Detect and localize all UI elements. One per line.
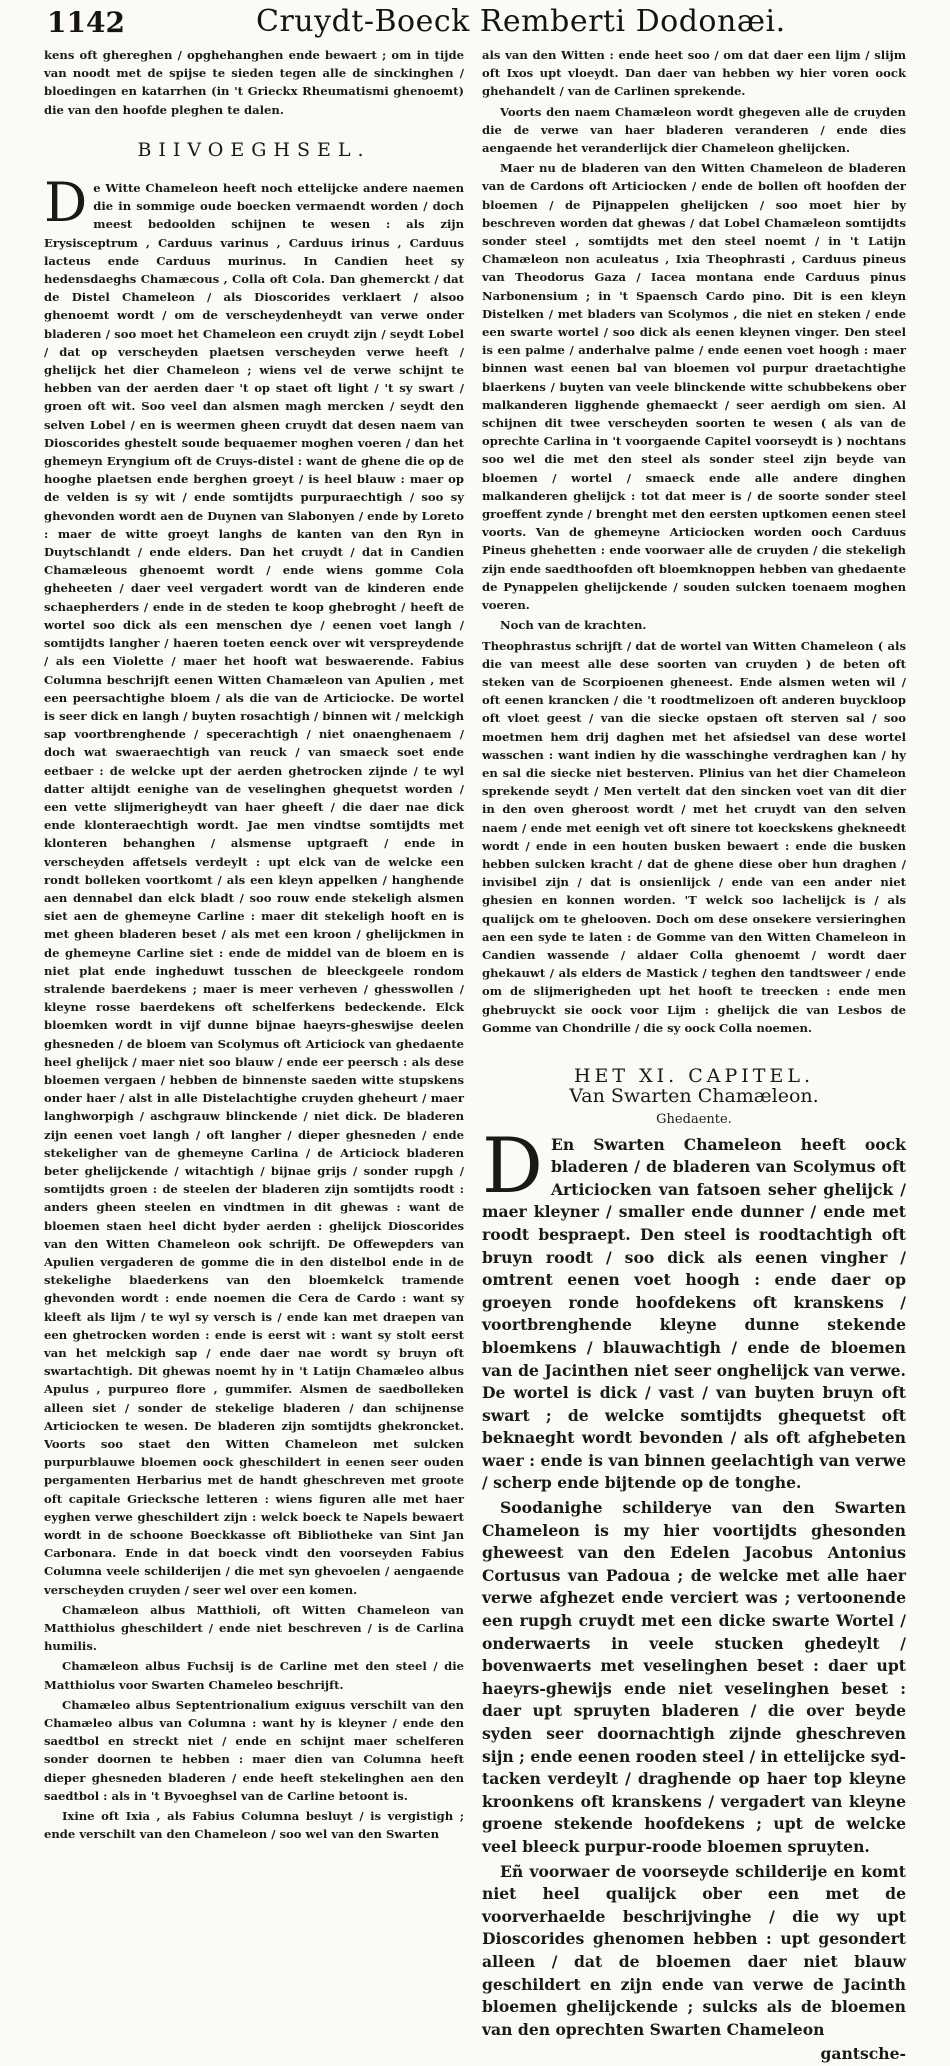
krachten-paragraph: Theophrastus schrijft / dat de wortel van Witten Chameleon ( als die van meest alle dese soorten van cruyden ) de beten oft steken van de Scorpioenen gheneest. Ende alsmen weten wil / oft eenen krancken / die 't roodtmelizoen oft anderen buyckloop oft vloet geest / van die siecke opstaen oft sterven sal / soo moetmen hem drij daghen met het afsiedsel van dese wortel wasschen : want indien hy die wasschinghe verdraghen kan / hy en sal die siecke niet besterven. Plinius van het dier Chameleon sprekende seydt / Men vertelt dat den sincken voet van dit dier in den oven gheroost wordt / met het cruydt van den selven naem / ende met eenigh vet oft sinere tot koeckskens ghekneedt wordt / ende in een houten busken bewaert : ende die busken hebben sulcken kracht / dat de ghene diese ober hun draghen / invisibel zijn / dat is onsienlijck / ende van een ander niet ghesien en konnen worden. 'T welck soo lachelijck is / als qualijck om te ghelooven. Doch om dese onsekere versieringhen aen een syde te laten : de Gomme van den Witten Chameleon in Candien wassende / aldaer Colla ghenoemt / wordt daer ghekauwt / als elders de Mastick / teghen den tandtsweer / ende om de slijmerigheden upt het hooft te treecken : ende men ghebruyckt sie oock voor Lijm : ghelijck die van Lesbos de Gomme van Chondrille / die sy oock Colla noemen. [482, 638, 906, 1035]
running-title: Cruydt-Boeck Remberti Dodonæi. [256, 4, 786, 39]
bivoeghsel-paragraph [44, 171, 464, 1599]
right-column [482, 46, 906, 2064]
paragraph: Voorts den naem Chamæleon wordt ghegeven alle de cruyden die de verwe van haer bladeren veranderen / ende dies aengaende het veranderlijck dier Chameleon ghelijcken. [482, 104, 906, 156]
bivoeghsel-body: e Witte Chameleon heeft noch ettelijcke andere naemen die in sommige oude boecken vermaendt worden / doch meest bedoolden schijnen te wesen : als zijn Erysisceptrum , Carduus varinus , Carduus irinus , Carduus lacteus ende Carduus murinus. In Candien heet sy hedensdaeghs Chamæcous , Colla oft Cola. Dan ghemerckt / dat de Distel Chameleon / als Dioscorides verklaert / alsoo ghenoemt wordt / om de verscheydenheydt van verwe onder bladeren / soo moet het Chameleon een cruydt zijn / seydt Lobel / dat op verscheyden plaetsen verscheyden verwe heeft / ghelijck het dier Chameleon ; wiens vel de verwe schijnt te hebben van der aerden daer 't op staet oft light / 't sy swart / groen oft wit. Soo veel dan alsmen magh mercken / seydt den selven Lobel / en is weermen gheen cruydt dat desen naem van Dioscorides ghestelt soude bequaemer moghen voeren / dan het ghemeyn Eryngium oft de Cruys-distel : want de ghene die op de hooghe plaetsen ende berghen groeyt / is heel blauw : maer op de velden is sy wit / ende somtijdts purpuraechtigh / soo sy ghevonden wordt aen de Duynen van Slabonyen / ende by Loreto : maer de witte groeyt langhs de kanten van den Ryn in Duytschlandt / ende elders. Dan het cruydt / dat in Candien Chamæleous ghenoemt wordt / ende wiens gomme Cola gheheeten / daer veel vergadert wordt van de kinderen ende schaepherders / ende in de steden te koop ghebroght / heeft de wortel soo dick als een menschen dye / eenen voet langh / somtijdts langher / haeren toeten eenck over wit verspreydende / als een Violette / maer het hooft wat beswaerende. Fabius Columna beschrijft eenen Witten Chamæleon van Apulien , met een peersachtighe bloem / als die van de Articiocke. De wortel is seer dick en langh / buyten rosachtigh / binnen wit / melckigh sap voortbrenghende / specerachtigh / niet onaenghenaem / doch wat swaeraechtigh van reuck / van smaeck soet ende eetbaer : de welcke upt der aerden ghetrocken zijnde / te wyl datter altijdt eenighe van de veselinghen ghequetst worden / een vette slijmerigheydt van haer gheeft / die daer nae dick ende klonteraechtigh wordt. Jae men vindtse somtijdts met klonteren behanghen / alsmense uptgraeft / ende in verscheyden affetsels verdeylt : upt elck van de welcke een rondt bolleken voortkomt / als een kleyn appelken / hanghende aen dennabel dan elck bladt / soo rouw ende stekeligh alsmen siet aen de ghemeyne Carline : maer dit stekeligh hooft en is met gheen bladeren beset / als met een kroon / ghelijckmen in de ghemeyne Carline siet : ende de middel van de bloem en is niet plat ende ingheduwt tusschen de bleeckgeele rondom stralende baerdekens ; maer is meer verheven / ghesswollen / kleyne rosse baerdekens oft schelferkens bedeckende. Elck bloemken wordt in vijf dunne bijnae haeyrs-gheswijse deelen ghesneden / de bloem van Scolymus oft Articiock van ghedaente heel ghelijck / maer niet soo blauw / ende eer peersch : als dese bloemen vergaen / hebben de binnenste saeden witte stupskens onder haer / alst in alle Distelachtighe cruyden gheheurt / maer langhworpigh / aschgrauw blinckende / niet dick. De bladeren zijn eenen voet langh / oft langher / dieper ghesneden / ende stekeligher van de ghemeyne Carlina / de Articiock bladeren beter ghelijckende / witachtigh / bijnae grijs / sonder rupgh / somtijdts groen : de steelen der bladeren zijn somtijdts roodt : anders gheen steelen en vindtmen in dit ghewas : want de bloemen staen heel dicht byder aerden : ghelijck Dioscorides van den Witten Chameleon ook schrijft. De Offewepders van Apulien vergaderen de gomme die in den distelbol ende in de stekelighe blaederkens van den bloemkelck tramende ghevonden wordt : ende noemen die Cera de Cardo : want sy kleeft als lijm / te wyl sy versch is / ende kan met draepen van een ghetrocken worden : ende is eerst wit : want sy stolt eerst van het melckigh sap / ende daer nae wordt sy bruyn oft swartachtigh. Dit ghewas noemt hy in 't Latijn Chamæleo albus Apulus , purpureo flore , gummifer. Alsmen de saedbolleken alleen siet / sonder de stekelige bladeren / dan schijnense Articiocken te wesen. De bladeren zijn somtijdts ghekroncket. Voorts soo staet den Witten Chameleon met sulcken purpurblauwe bloemen oock gheschildert in eenen seer ouden pergamenten Herbarius met de handt gheschreven met groote oft capitale Griecksche letteren : wiens figuren alle met haer eyghen verwe gheschildert zijn : welck boeck te Napels bewaert wordt in de schoone Boeckkasse oft Bibliotheke van Sint Jan Carbonara. Ende in dat boeck vindt den voorseyden Fabius Columna veele schilderijen / die met syn ghevoelen / aengaende verscheyden cruyden / seer wel over een komen. [44, 181, 464, 1597]
paragraph: Ixine oft Ixia , als Fabius Columna besluyt / is vergistigh ; ende verschilt van den Chameleon / soo wel van den Swarten [44, 1809, 464, 1842]
paragraph: Chamæleon albus Fuchsij is de Carline met den steel / die Matthiolus voor Swarten Chameleo beschrijft. [44, 1659, 464, 1692]
section-heading: BIIVOEGHSEL. [137, 138, 371, 161]
chapter-heading: HET XI. CAPITEL. [573, 1064, 814, 1087]
krachten-heading: Noch van de krachten. [500, 618, 647, 633]
ghedaente-heading: Ghedaente. [656, 1112, 732, 1128]
drop-cap: D [44, 171, 88, 235]
chapter-body: En Swarten Chameleon heeft oock bladeren / de bladeren van Scolymus oft Articiocken van fatsoen seher ghelijck / maer kleyner / smaller ende dunner / ende met roodt bespraept. Den steel is roodtachtigh oft bruyn roodt / soo dick als eenen vingher / omtrent eenen voet hoogh : ende daer op groeyen ronde hoofdekens oft kranskens / voortbrenghende kleyne dunne stekende bloemkens / blauwachtigh / ende de bloemen van de Jacinthen niet seer onghelijck van verwe. De wortel is dick / vast / van buyten bruyn oft swart ; de welcke somtijdts ghequetst oft beknaeght wordt bevonden / als oft afghebeten waer : ende is van binnen geelachtigh van verwe / scherp ende bijtende op de tonghe. [482, 1134, 906, 1493]
paragraph: Maer nu de bladeren van den Witten Chameleon de bladeren van de Cardons oft Articiocken / ende de bollen oft hoofden der bloemen / de Pijnappelen ghelijcken / soo moet hier by beschreven worden dat ghewas / dat Lobel Chamæleon somtijdts sonder steel , somtijdts met den steel noemt / in 't Latijn Chamæleon non aculeatus , Ixia Theophrasti , Carduus pineus van Theodorus Gaza / Iacea montana ende Carduus pinus Narbonensium ; in 't Spaensch Cardo pino. Dit is een kleyn Distelken / met bladers van Scolymos , die niet en steken / ende een swarte wortel / soo dick als eenen kleynen vinger. Den steel is een palme / anderhalve palme / ende eenen voet hoogh : maer binnen wast eenen bal van bloemen vol purpur draetachtighe blaerkens / buyten van veele blinckende witte schubbekens ober malkanderen ligghende ghemaeckt / seer aerdigh om sien. Al schijnen dit twee verscheyden soorten te wesen ( als van de oprechte Carlina in 't voorgaende Capitel voorseydt is ) nochtans soo wel die met den steel als sonder steel zijn beyde van bloemen / wortel / smaeck ende alle andere dinghen malkanderen ghelijck : tot dat meer is / de soorte sonder steel groeffent zynde / brenght met den eersten uptkomen eenen steel voorts. Van de ghemeyne Articiocken worden ooch Carduus Pineus ghehetten : ende voorwaer alle de cruyden / die stekeligh zijn ende saedthoofden oft bloemknoppen hebben van ghedaente de Pynappelen ghelijckende / souden sulcken toenaem moghen voeren. [482, 161, 906, 613]
chapter-paragraph: Soodanighe schilderye van den Swarten Chameleon is my hier voortijdts ghesonden gheweest van den Edelen Jacobus Antonius Cortusus van Padoua ; de welcke met alle haer verwe afghezet ende verciert was ; vertoonende een rupgh cruydt met een dicke swarte Wortel / onderwaerts in veele stucken ghedeylt / bovenwaerts met veselinghen beset : daer upt haeyrs-ghewijs ende niet veselinghen beset : daer upt spruyten bladeren / die over beyde syden seer doornachtigh zijnde gheschreven sijn ; ende eenen rooden steel / in ettelijcke syd-tacken verdeylt / draghende op haer top kleyne kroonkens oft kranskens / vergadert van kleyne groene stekende hoofdekens ; upt de welcke veel bleeck purpur-roode bloemen spruyten. [482, 1498, 906, 1856]
paragraph: als van den Witten : ende heet soo / om dat daer een lijm / slijm oft Ixos upt vloeydt. Dan daer van hebben wy hier voren oock ghehandelt / van de Carlinen sprekende. [482, 48, 906, 99]
paragraph: Chamæleo albus Septentrionalium exiguus verschilt van den Chamæleo albus van Columna : want hy is kleyner / ende den saedtbol en streckt niet / ende en schijnt maer schelferen sonder doornen te hebben : maer dien van Columna heeft dieper ghesneden bladeren / ende heeft stekelinghen aen den saedtbol : als in 't Byvoeghsel van de Carline betoont is. [44, 1697, 464, 1803]
chapter-drop-cap: D [482, 1120, 543, 1210]
chapter-paragraph: Eñ voorwaer de voorseyde schilderije en komt niet heel qualijck ober een met de voorverhaelde beschrijvinghe / die wy upt Dioscorides ghenomen hebben : upt gesondert alleen / dat de bloemen daer niet blauw geschildert en zijn ende van verwe de Jacinth bloemen ghelijckende ; sulcks als de bloemen van den oprechten Swarten Chameleon [482, 1861, 906, 2039]
paragraph: Chamæleon albus Matthioli, oft Witten Chameleon van Matthiolus gheschildert / ende niet beschreven / is de Carlina humilis. [44, 1602, 464, 1654]
catchword: gantsche- [820, 2044, 906, 2064]
chapter-subtitle: Van Swarten Chamæleon. [569, 1085, 819, 1108]
intro-paragraph: kens oft ghereghen / opghehanghen ende bewaert ; om in tijde van noodt met de spijse te sieden tegen alle de sinckinghen / bloedingen en katarrhen (in 't Grieckx Rheumatismi ghenoemt) die van den hoofde pleghen te dalen. [44, 48, 464, 117]
left-column [44, 46, 464, 1842]
page-number: 1142 [47, 6, 125, 39]
